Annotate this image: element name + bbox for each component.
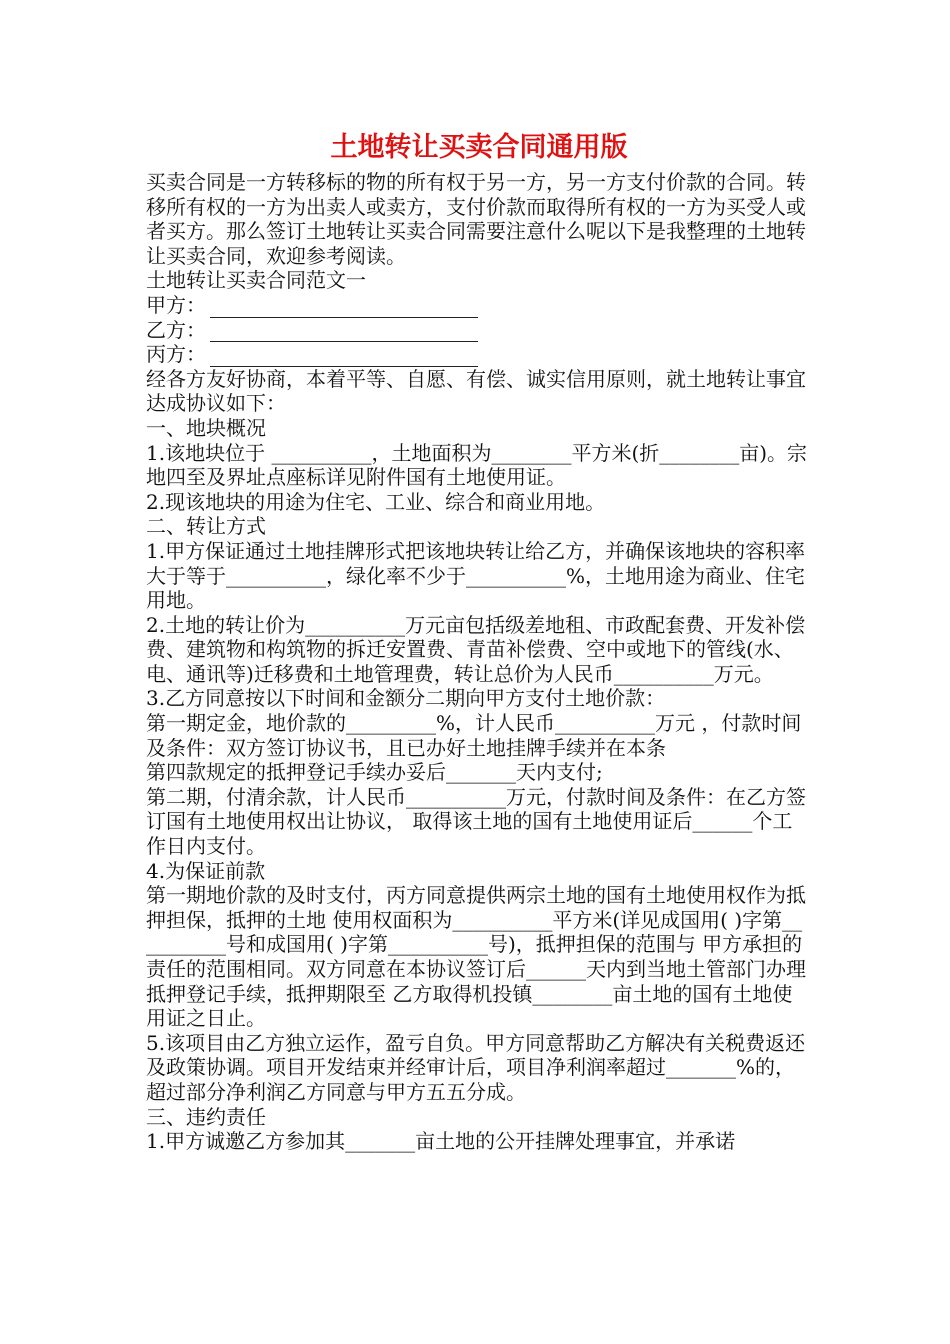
- party-b-label: 乙方：: [146, 317, 206, 342]
- clause-paragraph: 第一期定金，地价款的_________%，计人民币__________万元 ，付款时间及条件：双方签订协议书，且已办好土地挂牌手续并在本条: [146, 711, 802, 760]
- clause-paragraph: 1.甲方诚邀乙方参加其_______亩土地的公开挂牌处理事宜，并承诺: [146, 1129, 736, 1154]
- sample-heading: 土地转让买卖合同范文一: [146, 268, 366, 293]
- party-a-blank: [210, 299, 478, 318]
- section-heading: 三、违约责任: [146, 1104, 266, 1129]
- party-b-line: [146, 318, 812, 343]
- clause-paragraph: 5.该项目由乙方独立运作，盈亏自负。甲方同意帮助乙方解决有关税费返还及政策协调。项目开发结束并经审计后，项目净利润率超过_______%的，超过部分净利润乙方同意与甲方五五分成。: [146, 1030, 806, 1104]
- party-c-line: [146, 342, 812, 367]
- section-heading: 一、地块概况: [146, 415, 266, 440]
- clause-paragraph: 1.该地块位于 __________，土地面积为________平方米(折________亩)。宗地四至及界址点座标详见附件国有土地使用证。: [146, 440, 808, 490]
- party-c-label: 丙方：: [146, 342, 206, 367]
- party-b-blank: [210, 323, 478, 342]
- clause-paragraph: 2.现该地块的用途为住宅、工业、综合和商业用地。: [146, 489, 606, 514]
- clause-paragraph: 第四款规定的抵押登记手续办妥后_______天内支付;: [146, 760, 603, 785]
- intro-paragraph: 买卖合同是一方转移标的物的所有权于另一方，另一方支付价款的合同。转移所有权的一方为出卖人或卖方，支付价款而取得所有权的一方为买受人或者买方。那么签订土地转让买卖合同需要注意什么呢以下是我整理的土地转让买卖合同，欢迎参考阅读。: [146, 170, 806, 268]
- clause-paragraph: 第二期，付清余款，计人民币__________万元，付款时间及条件：在乙方签订国有土地使用权出让协议， 取得该土地的国有土地使用证后______个工作日内支付。: [146, 784, 806, 859]
- document-body: [146, 170, 812, 1154]
- clause-paragraph: 3.乙方同意按以下时间和金额分二期向甲方支付土地价款：: [146, 686, 666, 711]
- clause-paragraph: 第一期地价款的及时支付，丙方同意提供两宗土地的国有土地使用权作为抵押担保，抵押的土地 使用权面积为__________平方米(详见成国用( )字第__________号和成国用( )字第__________号)，抵押担保的范围与 甲方承担的责任的范围相同。双方同意在本协议签订后______天内到当地土管部门办理抵押登记手续，抵押期限至 乙方取得机投镇________亩土地的国有土地使用证之日止。: [146, 883, 806, 1031]
- clause-paragraph: 2.土地的转让价为__________万元亩包括级差地租、市政配套费、开发补偿费、建筑物和构筑物的拆迁安置费、青苗补偿费、空中或地下的管线(水、电、通讯等)迁移费和土地管理费，转让总价为人民币__________万元。: [146, 612, 806, 686]
- document-title: 土地转让买卖合同通用版: [330, 132, 628, 163]
- party-a-label: 甲方：: [146, 292, 206, 317]
- clause-paragraph: 1.甲方保证通过土地挂牌形式把该地块转让给乙方，并确保该地块的容积率大于等于__________，绿化率不少于__________%，土地用途为商业、住宅用地。: [146, 538, 806, 613]
- clause-paragraph: 经各方友好协商，本着平等、自愿、有偿、诚实信用原则，就土地转让事宜达成协议如下：: [146, 366, 806, 416]
- party-a-line: [146, 293, 812, 318]
- section-heading: 二、转让方式: [146, 514, 266, 539]
- party-c-blank: [210, 348, 478, 367]
- clause-paragraph: 4.为保证前款: [146, 858, 266, 883]
